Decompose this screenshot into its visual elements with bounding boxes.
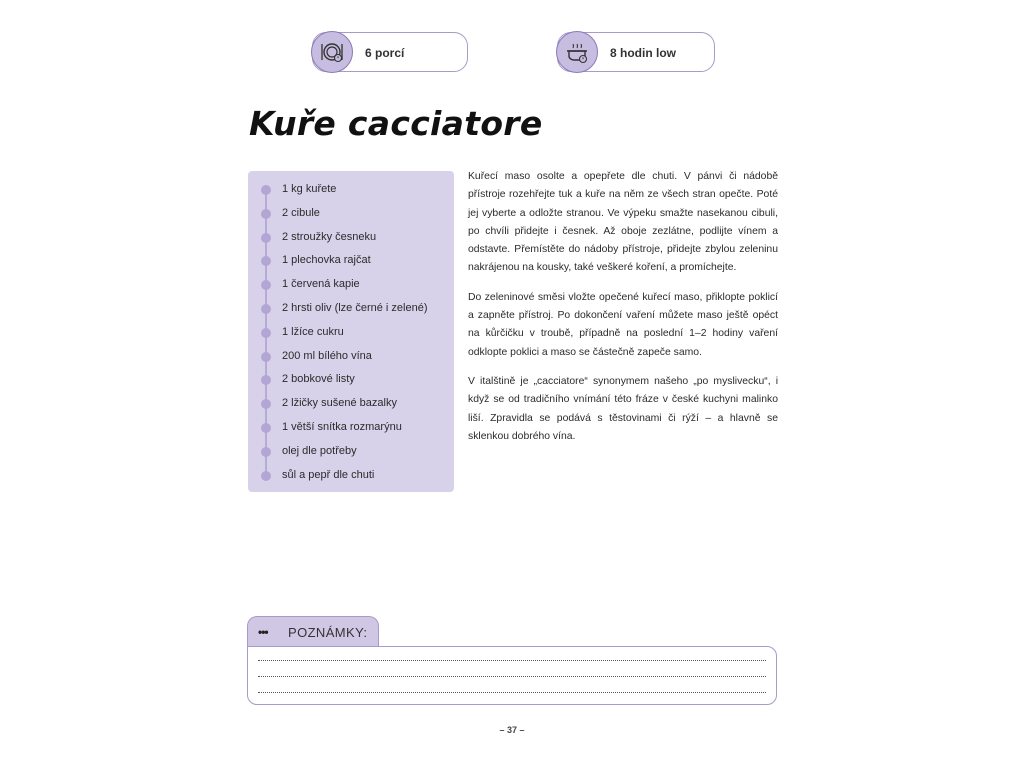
ingredient-item (248, 416, 454, 440)
ingredient-item (248, 226, 454, 250)
notes-line (258, 676, 766, 677)
cook-time-label: 8 hodin low (610, 46, 676, 60)
instruction-paragraph: V italštině je „cacciatore“ synonymem našeho „po myslivecku“, i když se od tradičního vnímání této fráze v české kuchyni malinko liší. Zpravidla se podává s těstovinami či rýží – a hlavně se sklenkou dobrého vína. (468, 375, 778, 442)
ingredient-text: sůl a pepř dle chuti (282, 468, 375, 481)
bullet-dot-icon (261, 209, 271, 219)
bullet-dot-icon (261, 399, 271, 409)
bullet-dot-icon (261, 352, 271, 362)
bullet-dot-icon (261, 375, 271, 385)
ingredients-panel (248, 171, 454, 492)
instruction-paragraph: Kuřecí maso osolte a opepřete dle chuti. V pánvi či nádobě přístroje rozehřejte tuk a kuře na něm ze všech stran opečte. Poté jej vyberte a odložte stranou. Ve výpeku smažte nasekanou cibuli, po chvíli přidejte i česnek. Až oboje zezlátne, podlijte vínem a odstavte. Přemístěte do nádoby přístroje, přidejte zbylou zeleninu nakrájenou na kousky, také veškeré koření, a promíchejte. (468, 171, 778, 274)
ingredient-item (248, 249, 454, 273)
ingredient-item (248, 464, 454, 488)
notes-line (258, 660, 766, 661)
slow-cooker-icon (556, 31, 598, 73)
recipe-instructions (468, 168, 778, 457)
ingredient-text: 1 lžíce cukru (282, 325, 344, 338)
notes-label: POZNÁMKY: (288, 625, 368, 640)
plate-icon (311, 31, 353, 73)
ingredients-list (248, 178, 454, 487)
instruction-paragraph: Do zeleninové směsi vložte opečené kuřecí maso, přiklopte poklicí a zapněte přístroj. Po dokončení vaření můžete maso ještě opéct na kůrčičku v troubě, případně na poslední 1–2 hodiny vaření odklopte poklici a maso se částečně zapeče samo. (468, 291, 778, 358)
notes-line (258, 692, 766, 693)
bullet-dot-icon (261, 185, 271, 195)
notes-tab (247, 616, 379, 650)
page-number: – 37 – (499, 725, 525, 735)
ingredient-item (248, 321, 454, 345)
ingredient-text: 2 cibule (282, 206, 320, 219)
ingredient-text: 1 kg kuřete (282, 183, 337, 195)
ingredient-item (248, 345, 454, 369)
ingredient-text: 2 stroužky česneku (282, 230, 377, 243)
ingredient-text: 2 hrsti oliv (lze černé i zelené) (282, 301, 428, 314)
ingredient-item (248, 178, 454, 202)
ingredient-item (248, 440, 454, 464)
ingredient-text: 2 bobkové listy (282, 373, 355, 386)
servings-label: 6 porcí (365, 46, 405, 60)
bullet-dot-icon (261, 233, 271, 243)
ingredient-item (248, 392, 454, 416)
servings-badge (312, 32, 468, 72)
ingredient-item (248, 273, 454, 297)
ingredient-item (248, 368, 454, 392)
bullet-dot-icon (261, 280, 271, 290)
ingredient-text: 1 plechovka rajčat (282, 254, 371, 267)
bullet-dot-icon (261, 304, 271, 314)
bullet-dot-icon (261, 423, 271, 433)
ingredient-text: 1 větší snítka rozmarýnu (282, 420, 402, 433)
ingredient-item (248, 297, 454, 321)
bullet-dot-icon (261, 256, 271, 266)
bullet-dot-icon (261, 471, 271, 481)
bullet-dot-icon (261, 447, 271, 457)
ingredient-text: 200 ml bílého vína (282, 349, 372, 362)
notes-dots-icon: ••• (258, 625, 268, 639)
notes-box[interactable] (247, 646, 777, 705)
recipe-title: Kuře cacciatore (249, 104, 543, 143)
ingredient-item (248, 202, 454, 226)
bullet-dot-icon (261, 328, 271, 338)
ingredient-text: 1 červená kapie (282, 278, 360, 291)
cook-time-badge (557, 32, 715, 72)
ingredient-text: olej dle potřeby (282, 444, 357, 457)
ingredient-text: 2 lžičky sušené bazalky (282, 397, 397, 410)
